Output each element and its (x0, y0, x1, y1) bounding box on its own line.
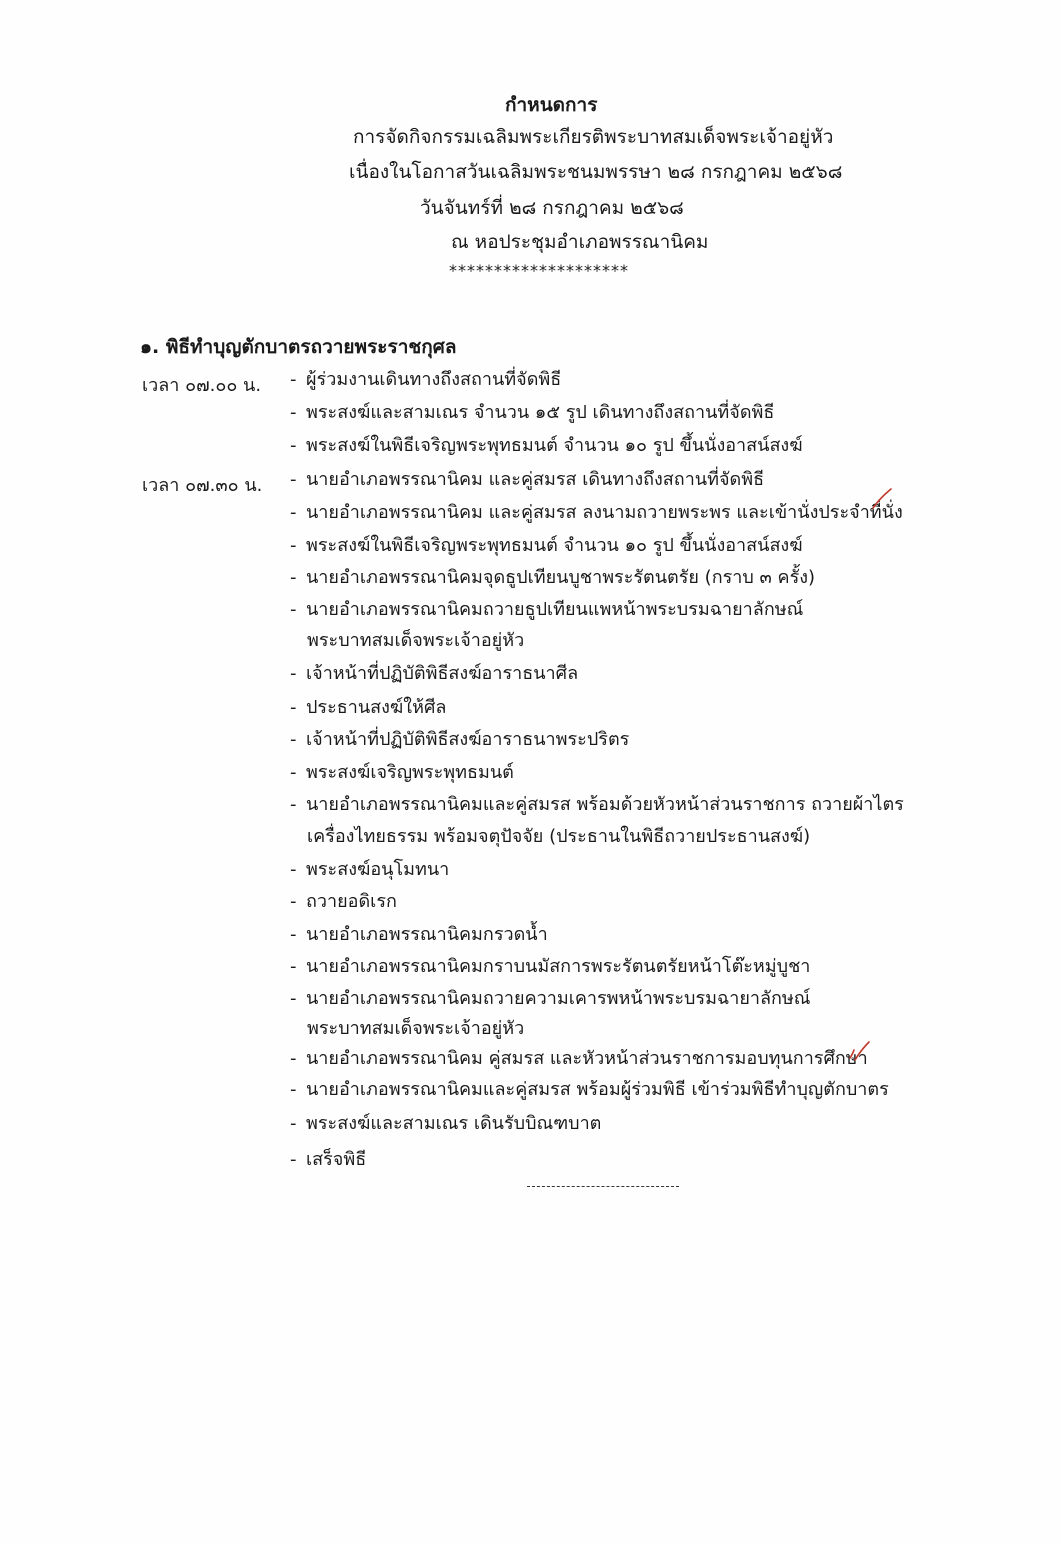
item-text: พระสงฆ์เจริญพระพุทธมนต์ (306, 762, 514, 783)
item-dash: - (290, 369, 297, 390)
item-text: พระสงฆ์และสามเณร เดินรับบิณฑบาต (306, 1113, 602, 1134)
item-dash: - (290, 402, 297, 423)
item-dash: - (290, 1079, 297, 1100)
item-dash: - (290, 1048, 297, 1069)
item-text: นายอำเภอพรรณานิคมกรวดน้ำ (306, 924, 548, 945)
item-text: เสร็จพิธี (306, 1149, 367, 1170)
item-dash: - (290, 891, 297, 912)
agenda-item (290, 890, 397, 914)
agenda-item (290, 987, 811, 1011)
agenda-item-continuation: พระบาทสมเด็จพระเจ้าอยู่หัว (307, 1018, 525, 1039)
section-heading: ๑. พิธีทำบุญตักบาตรถวายพระราชกุศล (140, 336, 457, 358)
handwritten-check-icon (846, 1038, 872, 1064)
agenda-item (290, 761, 514, 785)
item-dash: - (290, 1149, 297, 1170)
time-label-0730: เวลา ๐๗.๓๐ น. (142, 475, 263, 496)
item-dash: - (290, 729, 297, 750)
agenda-item-continuation: พระบาทสมเด็จพระเจ้าอยู่หัว (307, 630, 525, 651)
agenda-item (290, 793, 904, 817)
item-text: นายอำเภอพรรณานิคมและคู่สมรส พร้อมด้วยหัวหน้าส่วนราชการ ถวายผ้าไตร (306, 794, 904, 815)
header-line-4: ณ หอประชุมอำเภอพรรณานิคม (451, 231, 709, 253)
item-text: ประธานสงฆ์ให้ศีล (306, 697, 447, 718)
header-separator: ******************** (449, 261, 629, 280)
agenda-item (290, 1047, 868, 1071)
agenda-item (290, 696, 446, 720)
header-line-2: เนื่องในโอกาสวันเฉลิมพระชนมพรรษา ๒๘ กรกฎาคม ๒๕๖๘ (349, 161, 843, 183)
item-text: นายอำเภอพรรณานิคม และคู่สมรส ลงนามถวายพระพร และเข้านั่งประจำที่นั่ง (306, 502, 903, 523)
item-dash: - (290, 567, 297, 588)
item-text: เจ้าหน้าที่ปฏิบัติพิธีสงฆ์อาราธนาศีล (306, 663, 579, 684)
item-dash: - (290, 663, 297, 684)
item-text: นายอำเภอพรรณานิคมกราบนมัสการพระรัตนตรัยหน้าโต๊ะหมู่บูชา (306, 956, 811, 977)
item-text: เจ้าหน้าที่ปฏิบัติพิธีสงฆ์อาราธนาพระปริตร (306, 729, 630, 750)
item-text: พระสงฆ์ในพิธีเจริญพระพุทธมนต์ จำนวน ๑๐ รูป ขึ้นนั่งอาสน์สงฆ์ (306, 435, 803, 456)
item-text: ถวายอดิเรก (306, 891, 397, 912)
item-dash: - (290, 794, 297, 815)
item-text: พระสงฆ์อนุโมทนา (306, 859, 450, 880)
item-text: พระสงฆ์และสามเณร จำนวน ๑๕ รูป เดินทางถึงสถานที่จัดพิธี (306, 402, 775, 423)
agenda-item (290, 858, 449, 882)
item-text: นายอำเภอพรรณานิคม คู่สมรส และหัวหน้าส่วนราชการมอบทุนการศึกษา (306, 1048, 868, 1069)
agenda-item (290, 468, 764, 492)
agenda-item (290, 566, 815, 590)
item-text: นายอำเภอพรรณานิคมและคู่สมรส พร้อมผู้ร่วมพิธี เข้าร่วมพิธีทำบุญตักบาตร (306, 1079, 889, 1100)
item-dash: - (290, 502, 297, 523)
item-dash: - (290, 435, 297, 456)
item-dash: - (290, 535, 297, 556)
agenda-item (290, 1148, 366, 1172)
item-dash: - (290, 697, 297, 718)
agenda-item-continuation: เครื่องไทยธรรม พร้อมจตุปัจจัย (ประธานในพิธีถวายประธานสงฆ์) (307, 826, 811, 847)
item-dash: - (290, 956, 297, 977)
agenda-item (290, 434, 803, 458)
agenda-item (290, 662, 578, 686)
item-text: นายอำเภอพรรณานิคมถวายธูปเทียนแพหน้าพระบรมฉายาลักษณ์ (306, 599, 804, 620)
agenda-item (290, 368, 561, 392)
item-dash: - (290, 762, 297, 783)
header-line-3: วันจันทร์ที่ ๒๘ กรกฎาคม ๒๕๖๘ (420, 197, 684, 219)
agenda-item (290, 401, 774, 425)
end-divider (527, 1186, 679, 1187)
agenda-item (290, 728, 629, 752)
document-title: กำหนดการ (505, 94, 598, 116)
item-dash: - (290, 1113, 297, 1134)
agenda-item (290, 1078, 889, 1102)
item-dash: - (290, 599, 297, 620)
agenda-item (290, 501, 903, 525)
header-line-1: การจัดกิจกรรมเฉลิมพระเกียรติพระบาทสมเด็จพระเจ้าอยู่หัว (353, 126, 834, 148)
item-text: พระสงฆ์ในพิธีเจริญพระพุทธมนต์ จำนวน ๑๐ รูป ขึ้นนั่งอาสน์สงฆ์ (306, 535, 803, 556)
agenda-item (290, 1112, 601, 1136)
handwritten-check-icon (870, 486, 894, 512)
item-text: นายอำเภอพรรณานิคมถวายความเคารพหน้าพระบรมฉายาลักษณ์ (306, 988, 811, 1009)
agenda-item (290, 923, 548, 947)
item-dash: - (290, 469, 297, 490)
item-text: นายอำเภอพรรณานิคม และคู่สมรส เดินทางถึงสถานที่จัดพิธี (306, 469, 765, 490)
item-dash: - (290, 988, 297, 1009)
agenda-item (290, 534, 803, 558)
agenda-item (290, 955, 810, 979)
time-label-0700: เวลา ๐๗.๐๐ น. (142, 375, 262, 396)
item-text: นายอำเภอพรรณานิคมจุดธูปเทียนบูชาพระรัตนตรัย (กราบ ๓ ครั้ง) (306, 567, 816, 588)
item-text: ผู้ร่วมงานเดินทางถึงสถานที่จัดพิธี (306, 369, 562, 390)
agenda-item (290, 598, 803, 622)
item-dash: - (290, 924, 297, 945)
item-dash: - (290, 859, 297, 880)
